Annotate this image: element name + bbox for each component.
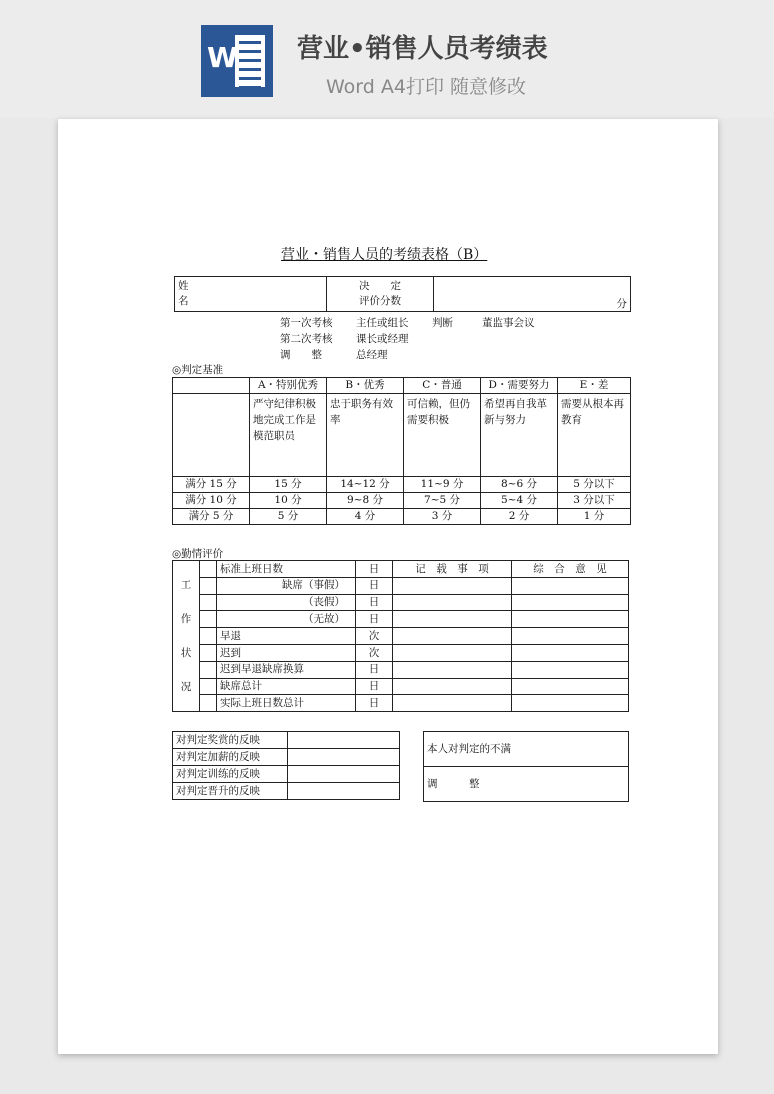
decide-cell [327,277,434,312]
score-cell: 9~8 分 [327,493,404,509]
score-cell: 4 分 [327,509,404,525]
attendance-unit: 日 [356,695,393,712]
attendance-unit: 次 [356,644,393,661]
grade-header: A・特别优秀 [250,378,327,394]
approval-block [280,315,535,363]
blank-cell [200,628,217,645]
blank-cell [200,577,217,594]
attendance-unit: 日 [356,661,393,678]
grade-header: B・优秀 [327,378,404,394]
score-row-label: 满分 10 分 [173,493,250,509]
approval-cell: 主任或组长 [356,317,409,329]
score-unit: 分 [616,297,627,310]
reflection-input[interactable] [288,783,400,800]
attendance-item: 缺席（事假） [217,577,356,594]
paper-sheet [58,119,718,1054]
attendance-unit: 日 [356,678,393,695]
attendance-unit: 次 [356,628,393,645]
name-cell[interactable] [175,277,327,312]
score-cell: 14~12 分 [327,477,404,493]
approval-cell: 第一次考核 [280,317,333,329]
blank-cell [200,661,217,678]
reflection-label: 对判定训练的反映 [173,766,288,783]
judgment-section-label: ◎判定基准 [172,364,224,376]
grade-description: 忠于职务有效率 [327,394,404,477]
blank-cell [173,394,250,477]
score-cell: 5 分以下 [558,477,631,493]
adjustment-cell[interactable]: 调 整 [424,767,629,802]
reflection-label: 对判定加薪的反映 [173,749,288,766]
score-cell: 1 分 [558,509,631,525]
score-row-label: 满分 15 分 [173,477,250,493]
opinion-cell[interactable] [512,628,629,645]
opinion-cell[interactable] [512,695,629,712]
name-label-1: 姓 [178,280,189,292]
score-label: 评价分数 [359,295,401,307]
opinion-cell[interactable] [512,594,629,611]
opinion-header: 综 合 意 见 [512,561,629,578]
score-row-label: 满分 5 分 [173,509,250,525]
side-char: 况 [180,681,192,694]
reflection-label: 对判定晋升的反映 [173,783,288,800]
judgment-table [172,377,631,525]
approval-cell: 第二次考核 [280,333,333,345]
attendance-item: 实际上班日数总计 [217,695,356,712]
side-char: 状 [180,647,192,660]
blank-cell [200,611,217,628]
grade-description: 需要从根本再教育 [558,394,631,477]
attendance-unit: 日 [356,594,393,611]
attendance-item: 标准上班日数 [217,561,356,578]
grade-description: 严守纪律积极地完成工作是模范职员 [250,394,327,477]
approval-cell: 董监事会议 [482,317,535,329]
score-cell: 15 分 [250,477,327,493]
score-cell: 2 分 [481,509,558,525]
record-header: 记 载 事 项 [393,561,512,578]
score-cell: 11~9 分 [404,477,481,493]
work-status-side-label [173,561,200,712]
blank-cell [200,678,217,695]
name-label-2: 名 [178,295,189,307]
grade-header: C・普通 [404,378,481,394]
record-cell[interactable] [393,661,512,678]
approval-cell: 总经理 [356,349,388,361]
blank-cell [200,594,217,611]
grade-header: D・需要努力 [481,378,558,394]
attendance-item: 迟到早退缺席换算 [217,661,356,678]
reflection-input[interactable] [288,766,400,783]
record-cell[interactable] [393,628,512,645]
attendance-item: 早退 [217,628,356,645]
attendance-unit: 日 [356,611,393,628]
document-subtitle: Word A4打印 随意修改 [326,76,527,98]
score-cell: 3 分以下 [558,493,631,509]
score-cell: 10 分 [250,493,327,509]
reflection-table [172,731,400,800]
attendance-item: 缺席总计 [217,678,356,695]
record-cell[interactable] [393,695,512,712]
blank-cell [200,561,217,578]
score-cell: 5 分 [250,509,327,525]
form-title: 营业・销售人员的考绩表格（B） [281,247,488,263]
name-score-table [174,276,631,312]
approval-cell: 课长或经理 [356,333,409,345]
logo-letter: W [207,41,238,74]
attendance-section-label: ◎勤情评价 [172,548,224,560]
attendance-unit: 日 [356,561,393,578]
grade-header: E・差 [558,378,631,394]
attendance-item: （无故） [217,611,356,628]
score-cell: 5~4 分 [481,493,558,509]
score-input-cell[interactable] [434,277,631,312]
reflection-label: 对判定奖赏的反映 [173,732,288,749]
approval-cell: 调 整 [280,349,322,361]
reflection-input[interactable] [288,732,400,749]
record-cell[interactable] [393,611,512,628]
attendance-item: （丧假） [217,594,356,611]
opinion-cell[interactable] [512,611,629,628]
blank-cell [173,378,250,394]
attendance-item: 迟到 [217,644,356,661]
record-cell[interactable] [393,644,512,661]
attendance-table [172,560,629,712]
opinion-cell[interactable] [512,577,629,594]
side-char: 作 [180,613,192,626]
grade-description: 可信赖，但仍需要积极 [404,394,481,477]
score-cell: 3 分 [404,509,481,525]
grade-description: 希望再自我革新与努力 [481,394,558,477]
attendance-unit: 日 [356,577,393,594]
score-cell: 8~6 分 [481,477,558,493]
approval-cell: 判断 [432,317,453,329]
header-banner [0,0,774,118]
opinion-cell[interactable] [512,661,629,678]
reflection-input[interactable] [288,749,400,766]
blank-cell [200,695,217,712]
word-logo-icon [201,25,273,97]
blank-cell [200,644,217,661]
opinion-cell[interactable] [512,644,629,661]
decide-label: 决 定 [359,280,401,292]
opinion-cell[interactable] [512,678,629,695]
side-char: 工 [180,579,192,592]
dissatisfaction-cell[interactable]: 本人对判定的不满 [424,732,629,767]
self-evaluation-table [423,731,629,802]
document-title: 营业•销售人员考绩表 [297,34,548,64]
record-cell[interactable] [393,577,512,594]
record-cell[interactable] [393,678,512,695]
score-cell: 7~5 分 [404,493,481,509]
record-cell[interactable] [393,594,512,611]
